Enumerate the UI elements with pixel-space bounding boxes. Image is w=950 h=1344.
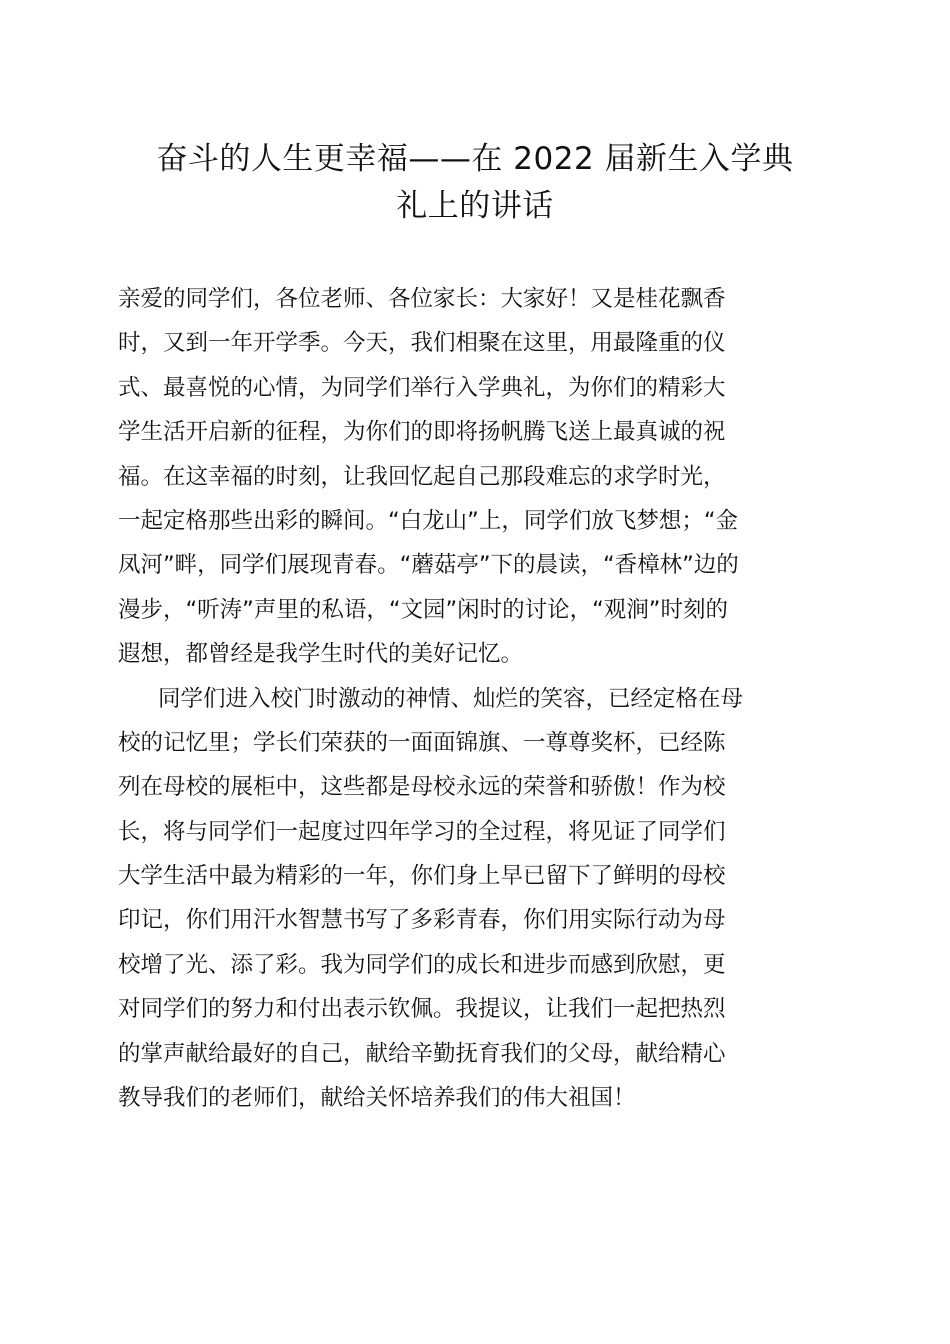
paragraph-line: 校增了光、添了彩。我为同学们的成长和进步而感到欣慰，更 [118, 951, 726, 978]
document-body [118, 277, 838, 1120]
page-title [110, 136, 840, 230]
paragraph-line: 漫步，“听涛”声里的私语，“文园”闲时的讨论，“观涧”时刻的 [118, 596, 728, 623]
paragraph-line: 式、最喜悦的心情，为同学们举行入学典礼，为你们的精彩大 [118, 374, 726, 401]
paragraph-line: 教导我们的老师们，献给关怀培养我们的伟大祖国！ [118, 1085, 636, 1112]
paragraph-line: 遐想，都曾经是我学生时代的美好记忆。 [118, 641, 524, 668]
paragraph-line: 的掌声献给最好的自己，献给辛勤抚育我们的父母，献给精心 [118, 1040, 726, 1067]
paragraph-line: 印记，你们用汗水智慧书写了多彩青春，你们用实际行动为母 [118, 907, 726, 934]
paragraph [118, 677, 838, 1121]
paragraph-line: 大学生活中最为精彩的一年，你们身上早已留下了鲜明的母校 [118, 863, 726, 890]
paragraph-line: 列在母校的展柜中，这些都是母校永远的荣誉和骄傲！作为校 [118, 774, 726, 801]
paragraph-line: 亲爱的同学们，各位老师、各位家长：大家好！又是桂花飘香 [118, 286, 726, 312]
paragraph-line: 对同学们的努力和付出表示钦佩。我提议，让我们一起把热烈 [118, 996, 726, 1023]
title-line: 礼上的讲话 [396, 188, 554, 224]
paragraph-line: 学生活开启新的征程，为你们的即将扬帆腾飞送上最真诚的祝 [118, 419, 726, 446]
paragraph-line: 同学们进入校门时激动的神情、灿烂的笑容，已经定格在母 [158, 685, 744, 712]
paragraph-line: 时，又到一年开学季。今天，我们相聚在这里，用最隆重的仪 [118, 330, 726, 357]
paragraph-line: 校的记忆里；学长们荣获的一面面锦旗、一尊尊奖杯，已经陈 [118, 729, 726, 756]
paragraph-line: 凤河”畔，同学们展现青春。“蘑菇亭”下的晨读，“香樟林”边的 [118, 552, 739, 579]
paragraph-line: 福。在这幸福的时刻，让我回忆起自己那段难忘的求学时光， [118, 463, 726, 490]
paragraph-line: 一起定格那些出彩的瞬间。“白龙山”上，同学们放飞梦想；“金 [118, 507, 738, 534]
title-line: 奋斗的人生更幸福——在 2022 届新生入学典 [156, 141, 794, 177]
paragraph [118, 277, 838, 677]
paragraph-line: 长，将与同学们一起度过四年学习的全过程，将见证了同学们 [118, 818, 726, 845]
